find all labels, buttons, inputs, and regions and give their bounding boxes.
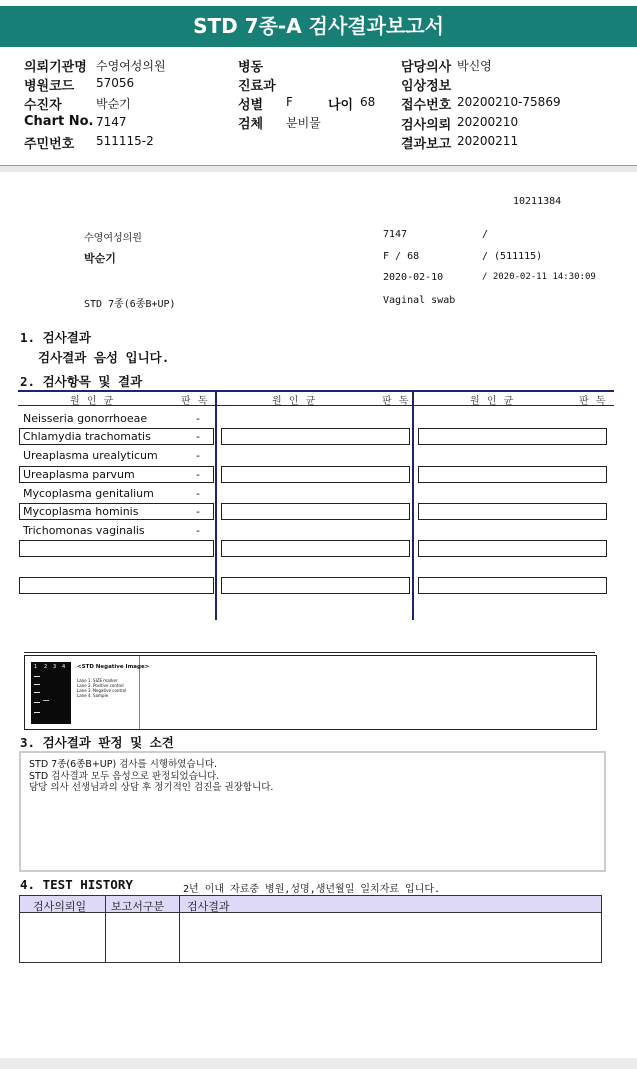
gel-legend-item: Lane 4. Sample [77, 693, 109, 698]
col-judgment-1: 판 독 [181, 396, 210, 407]
col-pathogen-1: 원 인 균 [70, 396, 116, 407]
patient-value: 박순기 [96, 97, 131, 111]
detail-birth: / (511115) [482, 251, 543, 262]
result-box [221, 428, 410, 445]
history-border [179, 895, 180, 963]
history-border [105, 895, 106, 963]
history-note: 2년 이내 자료중 병원,성명,생년월일 일치자료 입니다. [183, 884, 441, 895]
section3-heading: 3. 검사결과 판정 및 소견 [20, 735, 174, 750]
section-separator [0, 166, 637, 172]
chart-label: Chart No. [24, 114, 94, 129]
opinion-line: 담당 의사 선생님과의 상담 후 정기적인 검진을 권장합니다. [29, 782, 274, 793]
result-box [418, 503, 607, 520]
receipt-value: 20200210-75869 [457, 95, 561, 109]
page-footer [0, 1058, 637, 1069]
pathogen-name: Chlamydia trachomatis [23, 430, 151, 443]
hospital-code-label: 병원코드 [24, 79, 75, 94]
gel-legend-item: Lane 1. SIZE marker [77, 678, 118, 683]
institution-label: 의뢰기관명 [24, 60, 87, 75]
receipt-label: 접수번호 [401, 98, 452, 113]
detail-slash: / [482, 229, 489, 240]
result-box [418, 428, 607, 445]
doctor-value: 박신영 [457, 59, 492, 73]
history-col-header: 검사의뢰일 [33, 900, 87, 913]
opinion-line: STD 검사결과 모두 음성으로 판정되었습니다. [29, 770, 220, 782]
grid-divider-2 [412, 390, 414, 620]
gel-lane-label: 2 [44, 664, 48, 670]
pathogen-result: - [196, 468, 200, 481]
result-box [418, 466, 607, 483]
result-box [19, 577, 214, 594]
pathogen-name: Ureaplasma urealyticum [23, 449, 158, 462]
pathogen-name: Neisseria gonorrhoeae [23, 412, 148, 425]
pathogen-result: - [196, 524, 200, 537]
ward-label: 병동 [238, 60, 264, 75]
age-value: 68 [360, 95, 376, 109]
specimen-value: 분비물 [286, 116, 321, 130]
result-box [221, 540, 410, 557]
report-date-label: 결과보고 [401, 137, 452, 152]
history-border [19, 962, 602, 963]
gel-image [31, 662, 71, 724]
result-box [418, 577, 607, 594]
gel-top-rule [24, 652, 595, 653]
col-judgment-2: 판 독 [382, 396, 411, 407]
history-header-row [19, 895, 602, 913]
patient-label: 수진자 [24, 98, 62, 113]
pathogen-name: Mycoplasma genitalium [23, 487, 154, 500]
opinion-box [19, 751, 606, 872]
gel-band [34, 702, 40, 703]
institution-value: 수영여성의원 [96, 59, 166, 73]
clinical-label: 임상정보 [401, 79, 452, 94]
results-grid [18, 390, 614, 620]
dept-label: 진료과 [238, 79, 276, 94]
detail-institution: 수영여성의원 [84, 233, 142, 244]
result-box [221, 577, 410, 594]
sex-label: 성별 [238, 98, 264, 113]
detail-test-name: STD 7종(6종B+UP) [84, 299, 176, 310]
request-value: 20200210 [457, 115, 519, 129]
pathogen-name: Ureaplasma parvum [23, 468, 135, 481]
detail-request-date: 2020-02-10 [383, 272, 444, 283]
detail-sex-age: F / 68 [383, 251, 420, 262]
pathogen-name: Trichomonas vaginalis [23, 524, 145, 537]
gel-lane-label: 3 [53, 664, 57, 670]
report-header [0, 47, 637, 166]
result-box [221, 466, 410, 483]
history-border [601, 895, 602, 963]
hospital-code-value: 57056 [96, 76, 135, 90]
gel-band [34, 712, 40, 713]
grid-divider-1 [215, 390, 217, 620]
history-col-header: 보고서구분 [111, 900, 165, 913]
pathogen-result: - [196, 449, 200, 462]
gel-band [34, 684, 40, 685]
result-box [221, 503, 410, 520]
history-table [19, 895, 602, 963]
pathogen-result: - [196, 412, 200, 425]
pathogen-result: - [196, 430, 200, 443]
report-date-value: 20200211 [457, 134, 519, 148]
pathogen-result: - [196, 487, 200, 500]
pathogen-result: - [196, 505, 200, 518]
gel-legend-item: Lane 3. Negative control [77, 688, 127, 693]
gel-title: <STD Negative Image> [77, 664, 150, 670]
gel-legend-item: Lane 2. Positive control [77, 683, 124, 688]
sex-value: F [286, 95, 293, 109]
detail-specimen: Vaginal swab [383, 295, 456, 306]
gel-lane-label: 4 [62, 664, 66, 670]
id-label: 주민번호 [24, 137, 75, 152]
section1-result: 검사결과 음성 입니다. [38, 350, 170, 365]
section2-heading: 2. 검사항목 및 결과 [20, 374, 143, 389]
result-box [418, 540, 607, 557]
gel-band [43, 700, 49, 701]
report-title: STD 7종-A 검사결과보고서 [0, 6, 637, 47]
col-pathogen-3: 원 인 균 [470, 396, 516, 407]
section1-heading: 1. 검사결과 [20, 330, 91, 345]
section4-heading: 4. TEST HISTORY [20, 877, 133, 892]
age-label: 나이 [328, 98, 354, 113]
pathogen-name: Mycoplasma hominis [23, 505, 139, 518]
id-value: 511115-2 [96, 134, 154, 148]
doctor-label: 담당의사 [401, 60, 452, 75]
detail-report-datetime: / 2020-02-11 14:30:09 [482, 272, 596, 282]
gel-lane-label: 1 [34, 664, 38, 670]
history-border [19, 895, 20, 963]
chart-value: 7147 [96, 115, 127, 129]
detail-patient: 박순기 [84, 252, 116, 265]
gel-band [34, 676, 40, 677]
opinion-line: STD 7종(6종B+UP) 검사를 시행하였습니다. [29, 759, 218, 770]
gel-band [34, 692, 40, 693]
request-label: 검사의뢰 [401, 118, 452, 133]
result-box [19, 540, 214, 557]
specimen-label: 검체 [238, 117, 264, 132]
detail-chart: 7147 [383, 229, 408, 240]
history-col-header: 검사결과 [187, 900, 230, 913]
report-code: 10211384 [513, 196, 562, 207]
gel-image-frame [24, 655, 597, 730]
col-judgment-3: 판 독 [579, 396, 608, 407]
col-pathogen-2: 원 인 균 [272, 396, 318, 407]
